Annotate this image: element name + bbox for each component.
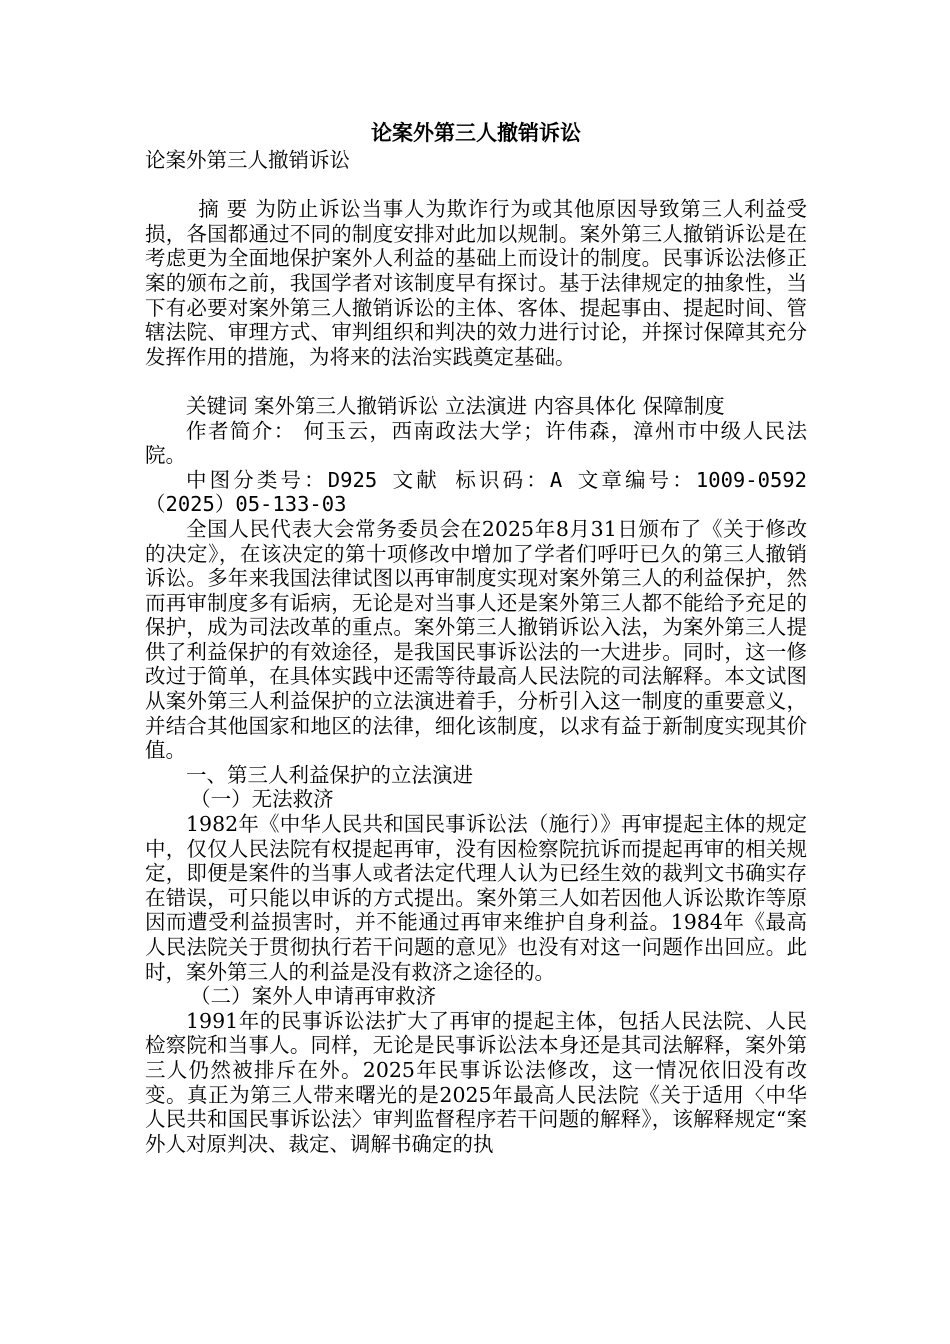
document-subtitle: 论案外第三人撤销诉讼: [145, 148, 350, 172]
subsection-heading-1-2: （二）案外人申请再审救济: [190, 984, 437, 1009]
blank-line: [145, 369, 807, 394]
subsection-heading-1-1: （一）无法救济: [190, 787, 334, 812]
blank-line: [145, 173, 807, 198]
abstract-paragraph: 摘 要 为防止诉讼当事人为欺诈行为或其他原因导致第三人利益受损，各国都通过不同的制度安排对此加以规制。案外第三人撤销诉讼是在考虑更为全面地保护案外人利益的基础上而设计的制度。民事诉讼法修正案的颁布之前，我国学者对该制度早有探讨。基于法律规定的抽象性，当下有必要对案外第三人撤销诉讼的主体、客体、提起事由、提起时间、管辖法院、审理方式、审判组织和判决的效力进行讨论，并探讨保障其充分发挥作用的措施，为将来的法治实践奠定基础。: [145, 197, 807, 369]
section-heading-1: 一、第三人利益保护的立法演进: [186, 762, 473, 787]
document-title: 论案外第三人撤销诉讼: [371, 120, 581, 145]
keywords-line: 关键词 案外第三人撤销诉讼 立法演进 内容具体化 保障制度: [186, 393, 725, 418]
intro-paragraph: 全国人民代表大会常务委员会在2025年8月31日颁布了《关于修改的决定》，在该决定的第十项修改中增加了学者们呼吁已久的第三人撤销诉讼。多年来我国法律试图以再审制度实现对案外第三人的利益保护，然而再审制度多有诟病，无论是对当事人还是案外第三人都不能给予充足的保护，成为司法改革的重点。案外第三人撤销诉讼入法，为案外第三人提供了利益保护的有效途径，是我国民事诉讼法的一大进步。同时，这一修改过于简单，在具体实践中还需等待最高人民法院的司法解释。本文试图从案外第三人利益保护的立法演进着手，分析引入这一制度的重要意义，并结合其他国家和地区的法律，细化该制度，以求有益于新制度实现其价值。: [145, 516, 807, 763]
classification-line: 中图分类号：D925 文献 标识码：A 文章编号：1009-0592（2025）05-133-03: [145, 467, 807, 517]
subsection-body-1-2: 1991年的民事诉讼法扩大了再审的提起主体，包括人民法院、人民检察院和当事人。同样，无论是民事诉讼法本身还是其司法解释，案外第三人仍然被排斥在外。2025年民事诉讼法修改，这一情况依旧没有改变。真正为第三人带来曙光的是2025年最高人民法院《关于适用〈中华人民共和国民事诉讼法〉审判监督程序若干问题的解释》，该解释规定“案外人对原判决、裁定、调解书确定的执: [145, 1008, 807, 1156]
document-page: [145, 120, 807, 1156]
author-info: 作者简介： 何玉云，西南政法大学；许伟森，漳州市中级人民法院。: [145, 418, 807, 468]
subsection-body-1-1: 1982年《中华人民共和国民事诉讼法（施行）》再审提起主体的规定中，仅仅人民法院有权提起再审，没有因检察院抗诉而提起再审的相关规定，即便是案件的当事人或者法定代理人认为已经生效的裁判文书确实存在错误，可只能以申诉的方式提出。案外第三人如若因他人诉讼欺诈等原因而遭受利益损害时，并不能通过再审来维护自身利益。1984年《最高人民法院关于贯彻执行若干问题的意见》也没有对这一问题作出回应。此时，案外第三人的利益是没有救济之途径的。: [145, 812, 807, 984]
